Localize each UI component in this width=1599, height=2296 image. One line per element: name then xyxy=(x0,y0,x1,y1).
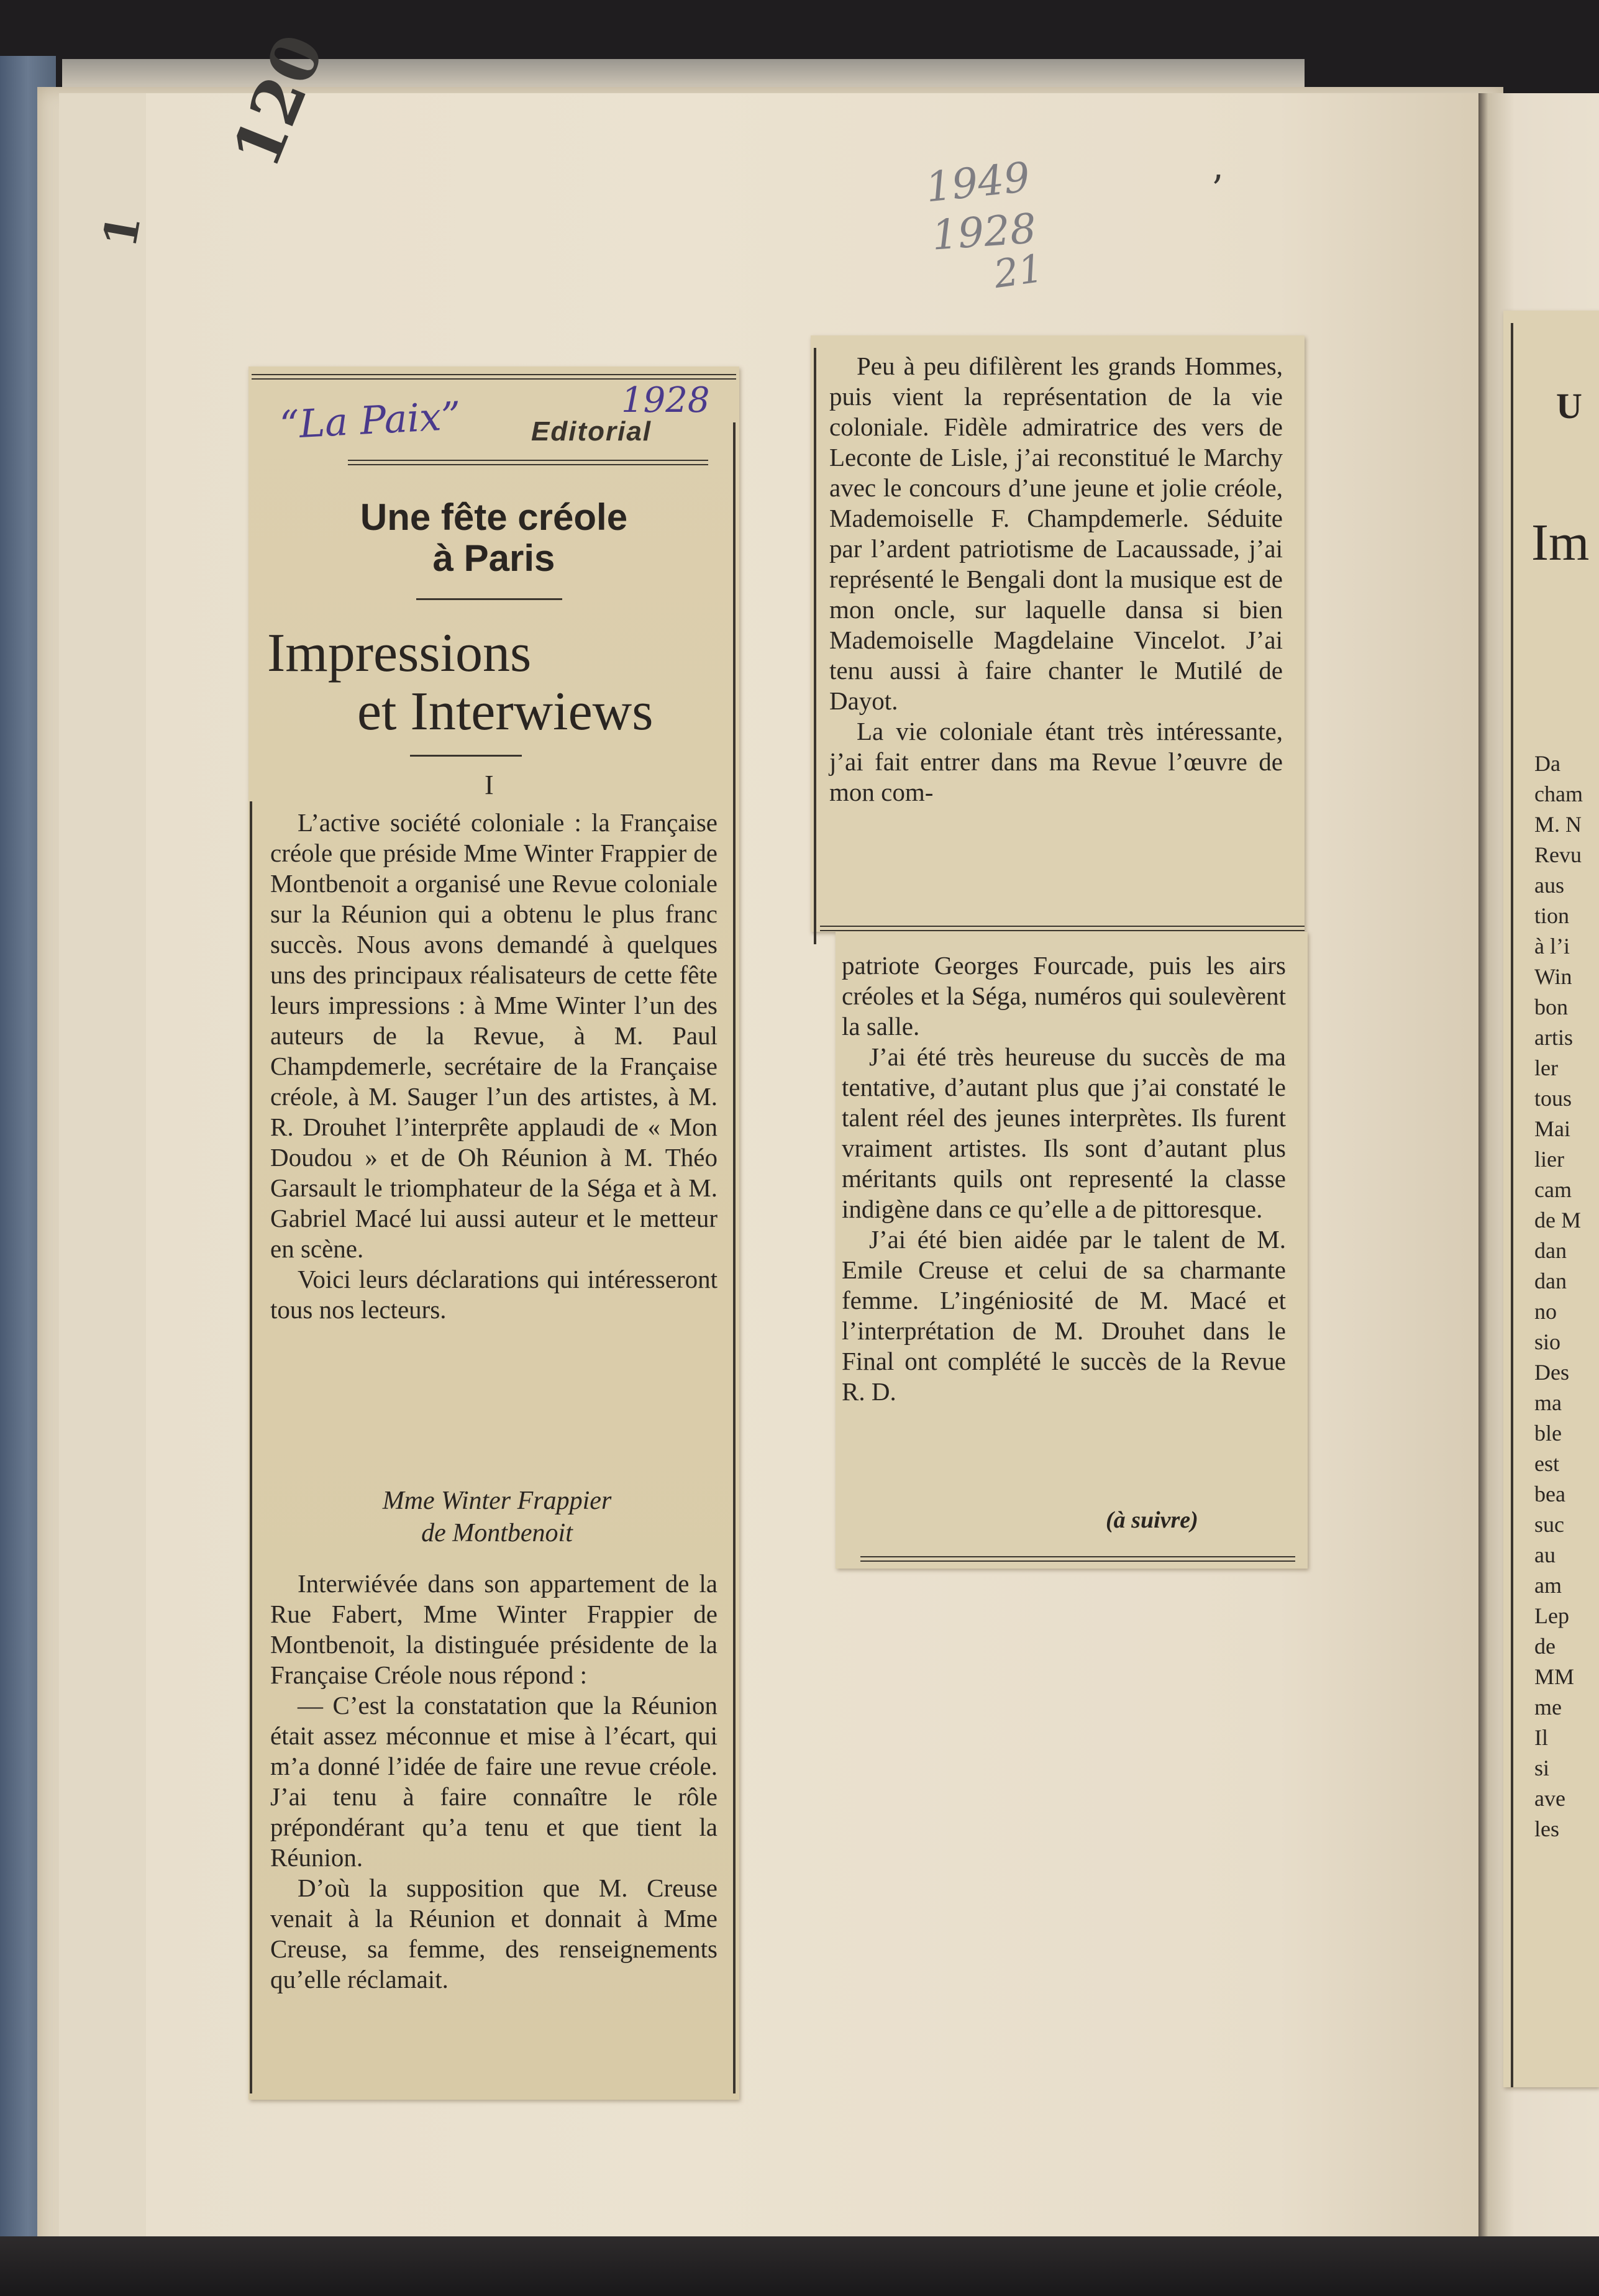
paragraph: Voici leurs déclarations qui intéresseront tous nos lecteurs. xyxy=(270,1265,718,1324)
adjacent-fragment: ave xyxy=(1534,1786,1565,1811)
paragraph: Peu à peu difilèrent les grands Hommes, puis vient la représentation de la vie coloniale. Fidèle admiratrice des vers de Leconte de Lisle, j’ai reconstitué le Marchy avec le concours d’une jeune et jolie créole, Mademoiselle F. Champdemerle. Séduite par l’ardent patriotisme de Lacaussade, j’ai représenté le Bengali dont la musique est de mon oncle, sur laquelle dansa si bien Mademoiselle Magdelaine Vincelot. J’ai tenu aussi à faire chanter le Mutilé de Dayot. xyxy=(829,352,1283,715)
article-column-1-continued xyxy=(270,1569,718,1995)
section-divider xyxy=(410,755,522,757)
article-column-2 xyxy=(829,351,1283,808)
adjacent-fragment: am xyxy=(1534,1573,1562,1598)
interview-subhead xyxy=(267,1485,727,1549)
headline-divider xyxy=(416,598,562,600)
adjacent-fragment: artis xyxy=(1534,1025,1573,1050)
adjacent-fragment: les xyxy=(1534,1816,1559,1841)
adjacent-fragment: sio xyxy=(1534,1329,1561,1354)
adjacent-fragment: si xyxy=(1534,1756,1550,1780)
column-rule-left xyxy=(250,801,252,2093)
top-rule xyxy=(252,374,736,380)
section-label: Editorial xyxy=(531,416,652,447)
adjacent-text-fragments xyxy=(1534,749,1599,2084)
adjacent-fragment: Mai xyxy=(1534,1116,1570,1141)
paragraph: J’ai été très heureuse du succès de ma tentative, d’autant plus que j’ai constaté le talent réel des jeunes interprètes. Ils furent vraiment artistes. Ils sont d’autant plus méritants quils ont representé la classe indigène dans ce qu’elle a de pittoresque. xyxy=(842,1042,1286,1223)
adjacent-fragment: Il xyxy=(1534,1725,1548,1750)
headline-large xyxy=(267,624,727,741)
adjacent-fragment: au xyxy=(1534,1542,1556,1567)
adjacent-fragment: de M xyxy=(1534,1208,1581,1232)
adjacent-fragment: tous xyxy=(1534,1086,1572,1111)
headline-large-line-1: Impressions xyxy=(267,623,532,683)
adjacent-fragment: tion xyxy=(1534,903,1570,928)
paragraph: Interwiévée dans son appartement de la Rue Fabert, Mme Winter Frappier de Montbenoit, la distinguée présidente de la Française Créole nous répond : xyxy=(270,1569,718,1689)
article-column-1 xyxy=(270,808,718,1325)
headline-small-line-1: Une fête créole xyxy=(360,496,628,538)
headline-small-line-2: à Paris xyxy=(432,537,555,579)
adjacent-fragment: me xyxy=(1534,1695,1562,1720)
bottom-shadow xyxy=(0,2236,1599,2296)
headline-small xyxy=(261,497,727,579)
adjacent-fragment: suc xyxy=(1534,1512,1564,1537)
adjacent-heading-fragment-1: U xyxy=(1556,386,1582,426)
headline-large-line-2: et Interwiews xyxy=(357,681,654,742)
adjacent-fragment: est xyxy=(1534,1451,1559,1476)
paragraph: patriote Georges Fourcade, puis les airs créoles et la Séga, numéros qui soulevèrent la salle. xyxy=(842,951,1286,1041)
page-number: 120 xyxy=(217,24,339,178)
adjacent-fragment: lier xyxy=(1534,1147,1564,1172)
clipping-year-handwritten: 1928 xyxy=(621,380,710,421)
interview-subhead-line-2: de Montbenoit xyxy=(421,1519,573,1547)
adjacent-fragment: Des xyxy=(1534,1360,1569,1385)
adjacent-fragment: cam xyxy=(1534,1177,1572,1202)
column-3-bottom-rule xyxy=(860,1556,1295,1562)
paragraph: J’ai été bien aidée par le talent de M. Emile Creuse et celui de sa charmante femme. L’ingéniosité de M. Macé et l’interprétation de M. Drouhet dans le Final ont complété le succès de la Revue R. D. xyxy=(842,1225,1286,1406)
adjacent-fragment: dan xyxy=(1534,1269,1567,1293)
adjacent-fragment: Lep xyxy=(1534,1603,1569,1628)
pencil-number: 21 xyxy=(991,245,1046,298)
adjacent-fragment: bea xyxy=(1534,1482,1565,1506)
column-2-bottom-rule xyxy=(820,926,1305,931)
adjacent-fragment: MM xyxy=(1534,1664,1575,1689)
adjacent-fragment: à l’i xyxy=(1534,934,1570,959)
newspaper-name-handwritten: “La Paix” xyxy=(278,393,462,448)
column-2-rule xyxy=(814,348,816,944)
column-rule-right xyxy=(733,422,736,2093)
adjacent-column-rule xyxy=(1511,323,1513,2087)
adjacent-fragment: M. N xyxy=(1534,812,1582,837)
interview-subhead-line-1: Mme Winter Frappier xyxy=(382,1487,612,1515)
adjacent-fragment: ma xyxy=(1534,1390,1562,1415)
continued-notice: (à suivre) xyxy=(1106,1507,1198,1533)
paragraph: — C’est la constatation que la Réunion était assez méconnue et mise à l’écart, qui m’a donné l’idée de faire une revue créole. J’ai tenu à faire connaître le rôle prépondérant qu’a tenu et que tient la Réunion. xyxy=(270,1691,718,1872)
adjacent-fragment: cham xyxy=(1534,781,1583,806)
adjacent-fragment: dan xyxy=(1534,1238,1567,1263)
volume-mark: 1 xyxy=(93,211,152,252)
paragraph: L’active société coloniale : la Française créole que préside Mme Winter Frappier de Montbenoit a organisé une Revue coloniale sur la Réunion qui a obtenu le plus franc succès. Nous avons demandé à quelques uns des principaux réalisateurs de cette fête leurs impressions : à Mme Winter l’un des auteurs de la Revue, à M. Paul Champdemerle, secrétaire de la Française créole, à M. Sauger l’un des artistes, à M. R. Drouhet l’interprête applaudi de « Mon Doudou » et de Oh Réunion à M. Théo Garsault le triomphateur de la Séga et à M. Gabriel Macé lui aussi auteur et le metteur en scène. xyxy=(270,808,718,1263)
pencil-year-2: 1928 xyxy=(930,204,1038,260)
adjacent-fragment: no xyxy=(1534,1299,1557,1324)
adjacent-fragment: ler xyxy=(1534,1055,1558,1080)
paragraph: D’où la supposition que M. Creuse venait à la Réunion et donnait à Mme Creuse, sa femme, des renseignements qu’elle réclamait. xyxy=(270,1874,718,1993)
article-column-3 xyxy=(842,950,1286,1407)
adjacent-fragment: Da xyxy=(1534,751,1560,776)
pencil-year-1: 1949 xyxy=(923,153,1032,212)
tick-mark: ’ xyxy=(1211,168,1224,211)
adjacent-fragment: aus xyxy=(1534,873,1564,898)
adjacent-heading-fragment-2: Im xyxy=(1531,514,1590,572)
adjacent-fragment: Revu xyxy=(1534,842,1582,867)
part-number: I xyxy=(485,770,494,800)
paragraph: La vie coloniale étant très intéressante, j’ai fait entrer dans ma Revue l’œuvre de mon com- xyxy=(829,717,1283,806)
masthead-rule xyxy=(348,460,708,465)
adjacent-fragment: Win xyxy=(1534,964,1572,989)
adjacent-fragment: ble xyxy=(1534,1421,1562,1446)
adjacent-fragment: bon xyxy=(1534,995,1568,1019)
adjacent-fragment: de xyxy=(1534,1634,1556,1659)
